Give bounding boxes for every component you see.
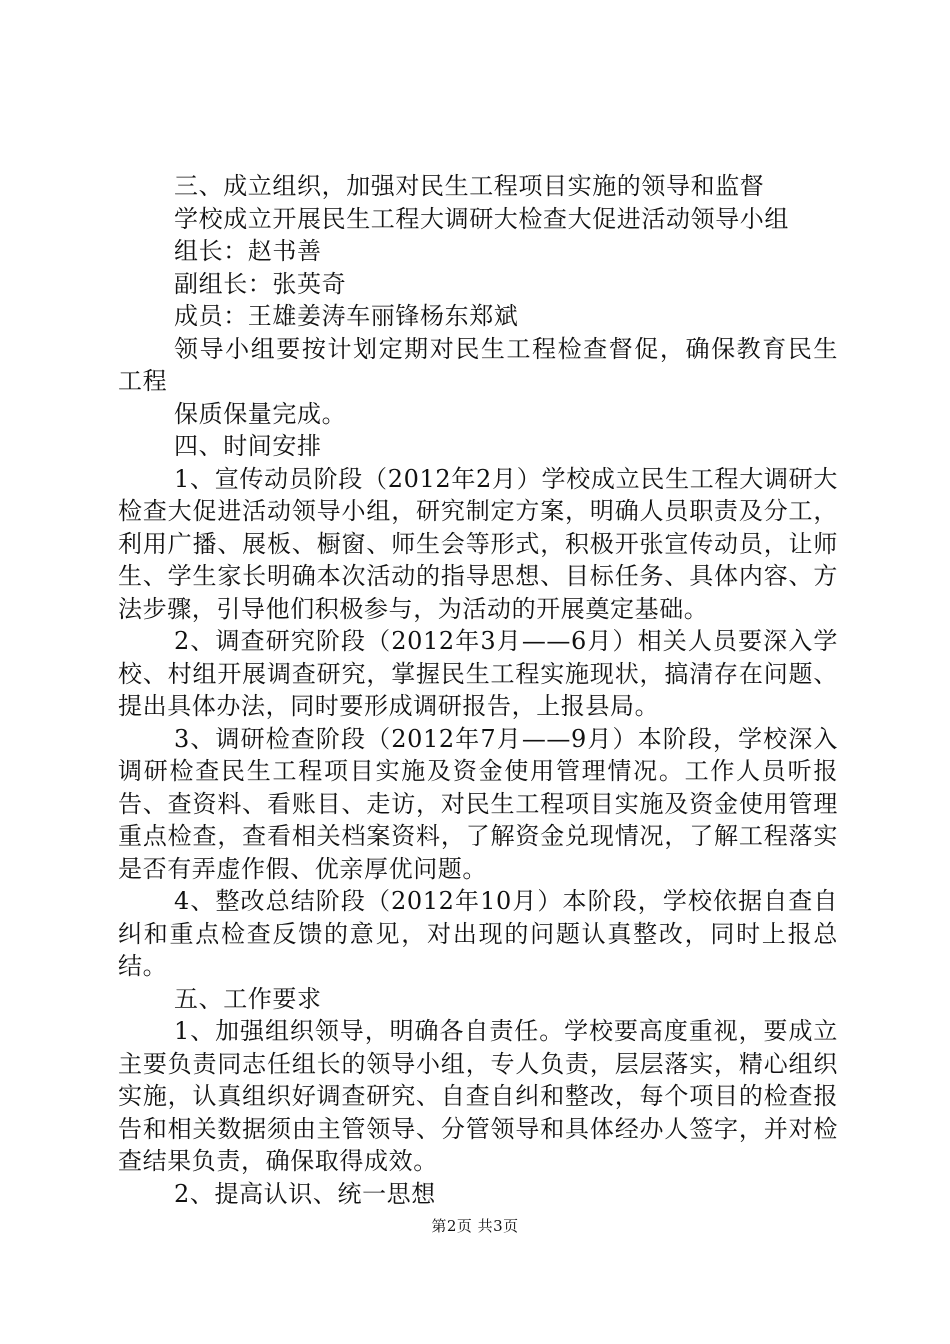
section-heading-4: 四、时间安排 [174,432,322,460]
section-heading-5: 五、工作要求 [174,984,322,1013]
paragraph-quality: 保质保量完成。 [174,399,347,428]
paragraph-members: 成员：王雄姜涛车丽锋杨东郑斌 [174,302,519,330]
paragraph-requirement-2: 2、提高认识、统一思想 [174,1179,436,1208]
paragraph-stage-3: 3、调研检查阶段（2012年7月——9月）本阶段，学校深入调研检查民生工程项目实施及资金使用管理情况。工作人员听报告、查资料、看账目、走访，对民生工程项目实施及资金使用管理重点检查，查看相关档案资料，了解资金兑现情况，了解工程落实是否有弄虚作假、优亲厚优问题。 [118,724,838,883]
page-number: 第2页 共3页 [431,1217,519,1235]
paragraph-group-formation: 学校成立开展民生工程大调研大检查大促进活动领导小组 [174,204,789,233]
paragraph-deputy-leader: 副组长：张英奇 [174,269,347,298]
paragraph-supervision: 领导小组要按计划定期对民生工程检查督促，确保教育民生工程 [118,334,838,395]
document-body [118,170,838,1210]
paragraph-requirement-1: 1、加强组织领导，明确各自责任。学校要高度重视，要成立主要负责同志任组长的领导小组，专人负责，层层落实，精心组织实施，认真组织好调查研究、自查自纠和整改，每个项目的检查报告和相关数据须由主管领导、分管领导和具体经办人签字，并对检查结果负责，确保取得成效。 [118,1017,838,1175]
paragraph-stage-2: 2、调查研究阶段（2012年3月——6月）相关人员要深入学校、村组开展调查研究，掌握民生工程实施现状，搞清存在问题、提出具体办法，同时要形成调研报告，上报县局。 [118,627,838,720]
paragraph-stage-4: 4、整改总结阶段（2012年10月）本阶段，学校依据自查自纠和重点检查反馈的意见，对出现的问题认真整改，同时上报总结。 [118,887,838,980]
paragraph-leader: 组长：赵书善 [174,237,322,265]
page-footer [0,1216,950,1236]
paragraph-stage-1: 1、宣传动员阶段（2012年2月）学校成立民生工程大调研大检查大促进活动领导小组，研究制定方案，明确人员职责及分工，利用广播、展板、橱窗、师生会等形式，积极开张宣传动员，让师生、学生家长明确本次活动的指导思想、目标任务、具体内容、方法步骤，引导他们积极参与，为活动的开展奠定基础。 [118,464,838,623]
section-heading-3: 三、成立组织，加强对民生工程项目实施的领导和监督 [174,172,765,200]
